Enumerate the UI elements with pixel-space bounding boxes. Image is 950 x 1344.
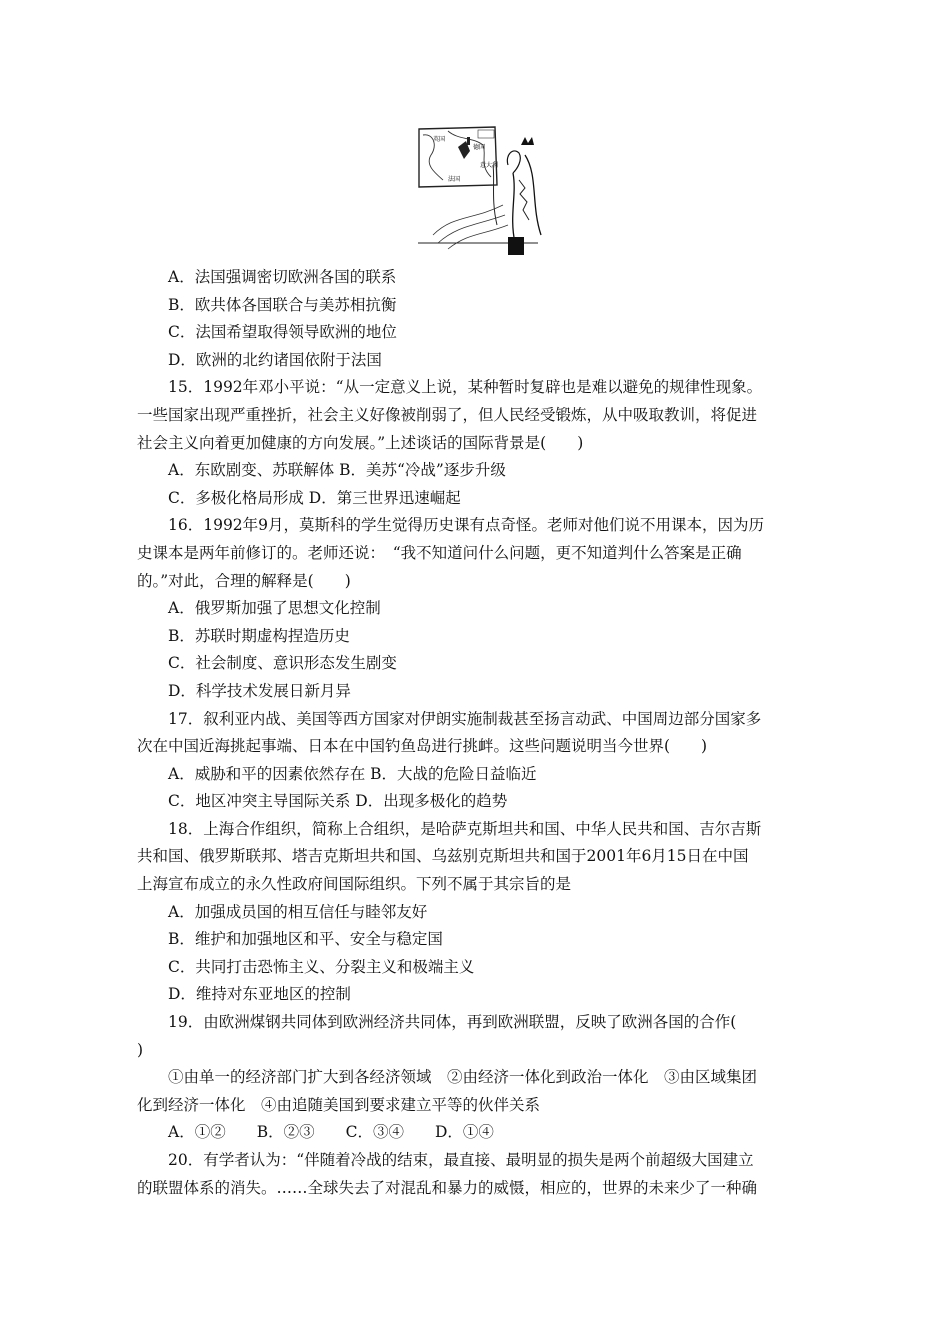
q19-item-line: ①由单一的经济部门扩大到各经济领域 ②由经济一体化到政治一体化 ③由区域集团 (168, 1068, 758, 1087)
map-label-uk: 英国 (433, 136, 446, 143)
q15-options-ab[interactable]: A．东欧剧变、苏联解体 B．美苏“冷战”逐步升级 (168, 461, 506, 480)
q16-stem-line: 16．1992年9月，莫斯科的学生觉得历史课有点奇怪。老师对他们说不用课本，因为历 (168, 516, 765, 535)
q14-option-a[interactable]: A．法国强调密切欧洲各国的联系 (168, 268, 397, 286)
q17-options-cd[interactable]: C．地区冲突主导国际关系 D．出现多极化的趋势 (168, 792, 508, 811)
q17-stem-line: 17．叙利亚内战、美国等西方国家对伊朗实施制裁甚至扬言动武、中国周边部分国家多 (168, 709, 762, 728)
q20-stem-line: 的联盟体系的消失。……全球失去了对混乱和暴力的威慑，相应的，世界的未来少了一种确 (137, 1178, 758, 1197)
q18-option-d[interactable]: D．维持对东亚地区的控制 (168, 985, 351, 1004)
q15-stem-line: 15．1992年邓小平说：“从一定意义上说，某种暂时复辟也是难以避免的规律性现象。 (168, 378, 763, 397)
q18-option-b[interactable]: B．维护和加强地区和平、安全与稳定国 (168, 930, 443, 949)
q16-option-c[interactable]: C．社会制度、意识形态发生剧变 (168, 654, 397, 673)
q14-option-b[interactable]: B．欧共体各国联合与美苏相抗衡 (168, 295, 397, 314)
q16-option-b[interactable]: B．苏联时期虚构捏造历史 (168, 626, 350, 645)
q17-stem-line: 次在中国近海挑起事端、日本在中国钓鱼岛进行挑衅。这些问题说明当今世界( ) (137, 737, 708, 756)
q14-option-d[interactable]: D．欧洲的北约诸国依附于法国 (168, 350, 382, 369)
question-text-block (137, 264, 819, 1202)
q15-stem-line: 社会主义向着更加健康的方向发展。”上述谈话的国际背景是( ) (137, 433, 584, 452)
map-label-france: 法国 (448, 176, 461, 183)
map-label-germany: 德国 (473, 144, 486, 151)
q18-stem-line: 18．上海合作组织，简称上合组织，是哈萨克斯坦共和国、中华人民共和国、吉尔吉斯 (168, 819, 762, 838)
q19-stem-line: ) (137, 1040, 144, 1059)
q16-option-d[interactable]: D．科学技术发展日新月异 (168, 681, 351, 700)
q18-stem-line: 共和国、俄罗斯联邦、塔吉克斯坦共和国、乌兹别克斯坦共和国于2001年6月15日在中国 (137, 847, 749, 866)
q19-item-line: 化到经济一体化 ④由追随美国到要求建立平等的伙伴关系 (137, 1095, 541, 1114)
q14-option-c[interactable]: C．法国希望取得领导欧洲的地位 (168, 323, 397, 342)
q19-stem-line: 19．由欧洲煤钢共同体到欧洲经济共同体，再到欧洲联盟，反映了欧洲各国的合作( (168, 1013, 737, 1032)
q16-stem-line: 的。”对此，合理的解释是( ) (137, 571, 351, 590)
q19-options[interactable]: A．①② B．②③ C．③④ D．①④ (168, 1123, 494, 1142)
q18-stem-line: 上海宣布成立的永久性政府间国际组织。下列不属于其宗旨的是 (137, 875, 572, 894)
q20-stem-line: 20．有学者认为：“伴随着冷战的结束，最直接、最明显的损失是两个前超级大国建立 (168, 1151, 754, 1169)
q15-options-cd[interactable]: C．多极化格局形成 D．第三世界迅速崛起 (168, 488, 461, 507)
q18-option-c[interactable]: C．共同打击恐怖主义、分裂主义和极端主义 (168, 957, 475, 976)
q17-options-ab[interactable]: A．威胁和平的因素依然存在 B．大战的危险日益临近 (168, 764, 537, 783)
q15-stem-line: 一些国家出现严重挫折，社会主义好像被削弱了，但人民经受锻炼，从中吸取教训，将促进 (137, 405, 758, 424)
map-label-italy: 意大利 (480, 162, 499, 169)
q16-stem-line: 史课本是两年前修订的。老师还说： “我不知道问什么问题，更不知道判什么答案是正确 (137, 543, 742, 562)
q18-option-a[interactable]: A．加强成员国的相互信任与睦邻友好 (168, 902, 428, 921)
q16-option-a[interactable]: A．俄罗斯加强了思想文化控制 (168, 599, 381, 618)
political-cartoon-image (413, 125, 546, 260)
